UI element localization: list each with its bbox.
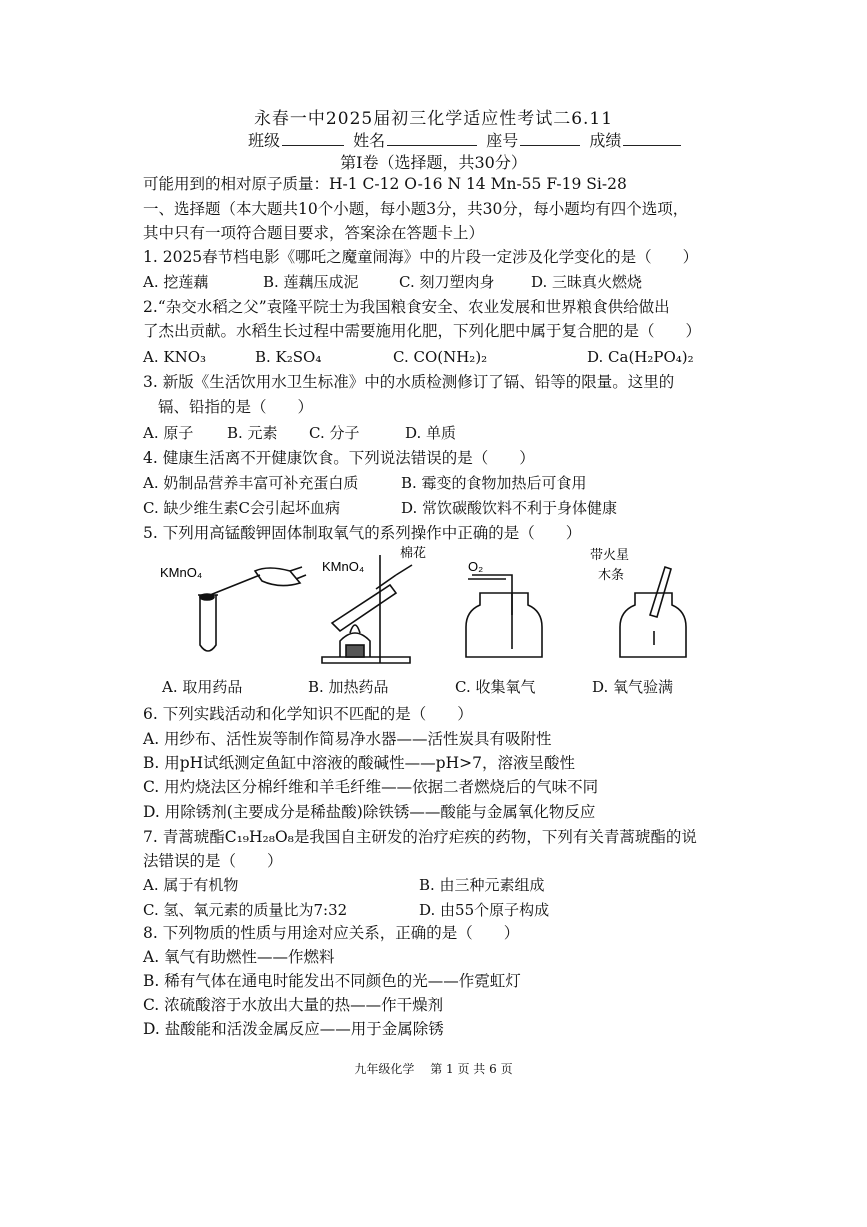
q2-option-c[interactable]: C. CO(NH₂)₂ <box>393 348 488 366</box>
name-blank[interactable] <box>387 131 477 146</box>
q2-option-d[interactable]: D. Ca(H₂PO₄)₂ <box>587 348 694 366</box>
test-tube-spoon-illustration <box>198 567 306 651</box>
part1-heading-2: 其中只有一项符合题目要求，答案涂在答题卡上） <box>143 224 485 242</box>
q8-stem: 8. 下列物质的性质与用途对应关系，正确的是（ ） <box>143 924 520 942</box>
page-footer: 九年级化学 第 1 页 共 6 页 <box>354 1062 513 1076</box>
q8-option-d[interactable]: D. 盐酸能和活泼金属反应——用于金属除锈 <box>143 1020 444 1038</box>
q5-stem: 5. 下列用高锰酸钾固体制取氧气的系列操作中正确的是（ ） <box>143 524 582 542</box>
q8-option-a[interactable]: A. 氧气有助燃性——作燃料 <box>143 948 335 966</box>
q5-option-b[interactable]: B. 加热药品 <box>308 678 389 696</box>
q3-option-c[interactable]: C. 分子 <box>309 424 360 442</box>
q1-option-a[interactable]: A. 挖莲藕 <box>143 273 209 291</box>
kmno4-label-b: KMnO₄ <box>322 559 365 574</box>
q7-stem-1: 7. 青蒿琥酯C₁₉H₂₈O₈是我国自主研发的治疗疟疾的药物，下列有关青蒿琥酯的说 <box>143 828 697 846</box>
gas-collection-bottle-illustration <box>466 575 542 657</box>
q4-option-b[interactable]: B. 霉变的食物加热后可食用 <box>401 474 587 492</box>
q2-stem-2: 了杰出贡献。水稻生长过程中需要施用化肥，下列化肥中属于复合肥的是（ ） <box>143 322 702 340</box>
q6-option-d[interactable]: D. 用除锈剂(主要成分是稀盐酸)除铁锈——酸能与金属氧化物反应 <box>143 803 596 821</box>
q5-apparatus-figure <box>150 545 710 670</box>
q4-stem: 4. 健康生活离不开健康饮食。下列说法错误的是（ ） <box>143 449 535 467</box>
q7-option-d[interactable]: D. 由55个原子构成 <box>419 901 550 919</box>
q1-option-c[interactable]: C. 刻刀塑肉身 <box>399 273 495 291</box>
q3-option-b[interactable]: B. 元素 <box>227 424 278 442</box>
q4-option-c[interactable]: C. 缺少维生素C会引起坏血病 <box>143 499 340 517</box>
q5-option-c[interactable]: C. 收集氧气 <box>455 678 536 696</box>
seat-blank[interactable] <box>520 131 580 146</box>
q3-stem-1: 3. 新版《生活饮用水卫生标准》中的水质检测修订了镉、铅等的限量。这里的 <box>143 373 675 391</box>
part1-heading-1: 一、选择题（本大题共10个小题，每小题3分，共30分，每小题均有四个选项， <box>143 200 689 218</box>
q7-option-a[interactable]: A. 属于有机物 <box>143 876 239 894</box>
score-blank[interactable] <box>623 131 681 146</box>
splint-label-2: 木条 <box>598 567 625 582</box>
name-label: 姓名 <box>353 131 386 150</box>
q6-stem: 6. 下列实践活动和化学知识不匹配的是（ ） <box>143 705 473 723</box>
q1-option-d[interactable]: D. 三昧真火燃烧 <box>531 273 643 291</box>
q3-option-a[interactable]: A. 原子 <box>143 424 194 442</box>
class-blank[interactable] <box>282 131 344 146</box>
q4-option-d[interactable]: D. 常饮碳酸饮料不利于身体健康 <box>401 499 618 517</box>
section-heading: 第Ⅰ卷（选择题，共30分） <box>340 153 527 172</box>
student-info-row <box>248 128 685 151</box>
splint-test-illustration <box>620 567 686 657</box>
q8-option-c[interactable]: C. 浓硫酸溶于水放出大量的热——作干燥剂 <box>143 996 444 1014</box>
cotton-label: 棉花 <box>400 545 427 560</box>
q5-option-d[interactable]: D. 氧气验满 <box>592 678 674 696</box>
o2-label: O₂ <box>468 559 484 574</box>
q7-option-c[interactable]: C. 氢、氧元素的质量比为7:32 <box>143 901 348 919</box>
kmno4-label-a: KMnO₄ <box>160 565 203 580</box>
seat-label: 座号 <box>486 131 519 150</box>
class-label: 班级 <box>248 131 281 150</box>
q1-option-b[interactable]: B. 莲藕压成泥 <box>263 273 359 291</box>
q6-option-b[interactable]: B. 用pH试纸测定鱼缸中溶液的酸碱性——pH>7，溶液呈酸性 <box>143 754 575 772</box>
q6-option-a[interactable]: A. 用纱布、活性炭等制作简易净水器——活性炭具有吸附性 <box>143 730 552 748</box>
q5-option-a[interactable]: A. 取用药品 <box>162 678 243 696</box>
q4-option-a[interactable]: A. 奶制品营养丰富可补充蛋白质 <box>143 474 359 492</box>
q7-option-b[interactable]: B. 由三种元素组成 <box>419 876 545 894</box>
q6-option-c[interactable]: C. 用灼烧法区分棉纤维和羊毛纤维——依据二者燃烧后的气味不同 <box>143 778 599 796</box>
q2-option-b[interactable]: B. K₂SO₄ <box>255 348 322 366</box>
score-label: 成绩 <box>589 131 622 150</box>
q8-option-b[interactable]: B. 稀有气体在通电时能发出不同颜色的光——作霓虹灯 <box>143 972 521 990</box>
q1-stem: 1. 2025春节档电影《哪吒之魔童闹海》中的片段一定涉及化学变化的是（ ） <box>143 248 699 266</box>
splint-label-1: 带火星 <box>590 547 630 562</box>
atomic-mass-line: 可能用到的相对原子质量：H-1 C-12 O-16 N 14 Mn-55 F-19 Si-28 <box>143 175 627 193</box>
exam-title: 永春一中2025届初三化学适应性考试二6.11 <box>253 109 614 129</box>
q7-stem-2: 法错误的是（ ） <box>143 852 283 870</box>
q3-option-d[interactable]: D. 单质 <box>405 424 457 442</box>
q3-stem-2: 镉、铅指的是（ ） <box>158 398 314 416</box>
q2-stem-1: 2.“杂交水稻之父”袁隆平院士为我国粮食安全、农业发展和世界粮食供给做出 <box>143 298 670 316</box>
q2-option-a[interactable]: A. KNO₃ <box>143 348 207 366</box>
